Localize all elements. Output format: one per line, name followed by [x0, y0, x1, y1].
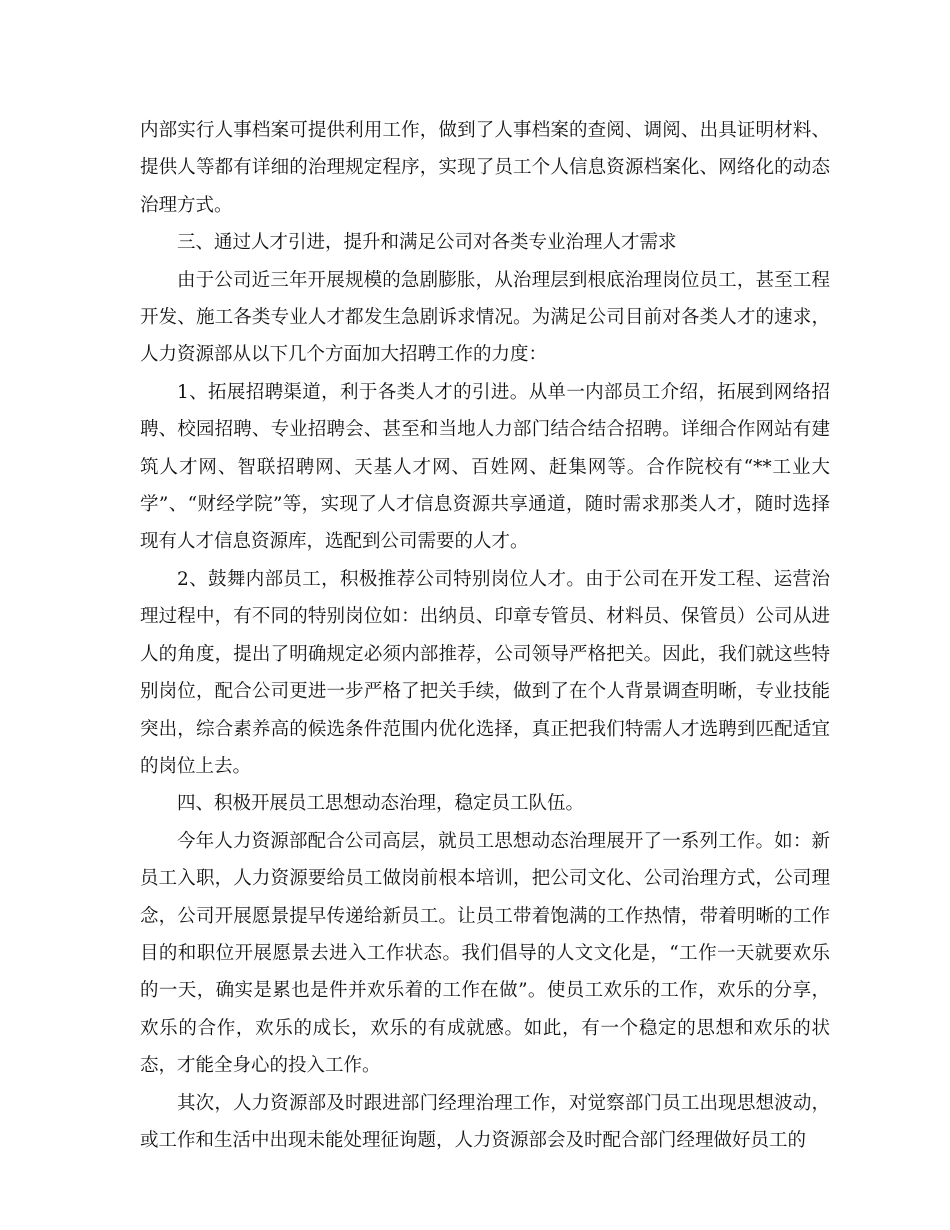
paragraph-recruitment-channels: 1、拓展招聘渠道，利于各类人才的引进。从单一内部员工介绍，拓展到网络招聘、校园招聘、专业招聘会、甚至和当地人力部门结合结合招聘。详细合作网站有建筑人才网、智联招聘网、天基人才网、百姓网、赶集网等。合作院校有“**工业大学”、“财经学院”等，实现了人才信息资源共享通道，随时需求那类人才，随时选择现有人才信息资源库，选配到公司需要的人才。 — [140, 381, 830, 553]
section-heading-talent-recruitment: 三、通过人才引进，提升和满足公司对各类专业治理人才需求 — [177, 232, 677, 254]
section-heading-employee-mindset: 四、积极开展员工思想动态治理，稳定员工队伍。 — [177, 793, 585, 815]
paragraph-continued-archive-management: 内部实行人事档案可提供利用工作，做到了人事档案的查阅、调阅、出具证明材料、提供人等都有详细的治理规定程序，实现了员工个人信息资源档案化、网络化的动态治理方式。 — [140, 120, 830, 216]
paragraph-internal-referral: 2、鼓舞内部员工，积极推荐公司特别岗位人才。由于公司在开发工程、运营治理过程中，有不同的特别岗位如：出纳员、印章专管员、材料员、保管员）公司从进人的角度，提出了明确规定必须内部推荐，公司领导严格把关。因此，我们就这些特别岗位，配合公司更进一步严格了把关手续，做到了在个人背景调查明晰，专业技能突出，综合素养高的候选条件范围内优化选择，真正把我们特需人才选聘到匹配适宜的岗位上去。 — [140, 568, 830, 777]
paragraph-mindset-management: 今年人力资源部配合公司高层，就员工思想动态治理展开了一系列工作。如：新员工入职，人力资源要给员工做岗前根本培训，把公司文化、公司治理方式，公司理念，公司开展愿景提早传递给新员工。让员工带着饱满的工作热情，带着明晰的工作目的和职位开展愿景去进入工作状态。我们倡导的人文文化是，“工作一天就要欢乐的一天，确实是累也是件并欢乐着的工作在做”。使员工欢乐的工作，欢乐的分享，欢乐的合作，欢乐的成长，欢乐的有成就感。如此，有一个稳定的思想和欢乐的状态，才能全身心的投入工作。 — [140, 830, 830, 1077]
paragraph-manager-follow-up: 其次，人力资源部及时跟进部门经理治理工作，对觉察部门员工出现思想波动，或工作和生活中出现未能处理征询题，人力资源部会及时配合部门经理做好员工的 — [140, 1092, 830, 1151]
paragraph-recruitment-background: 由于公司近三年开展规模的急剧膨胀，从治理层到根底治理岗位员工，甚至工程开发、施工各类专业人才都发生急剧诉求情况。为满足公司目前对各类人才的速求，人力资源部从以下几个方面加大招聘工作的力度： — [140, 269, 830, 366]
document-body — [140, 112, 830, 1159]
